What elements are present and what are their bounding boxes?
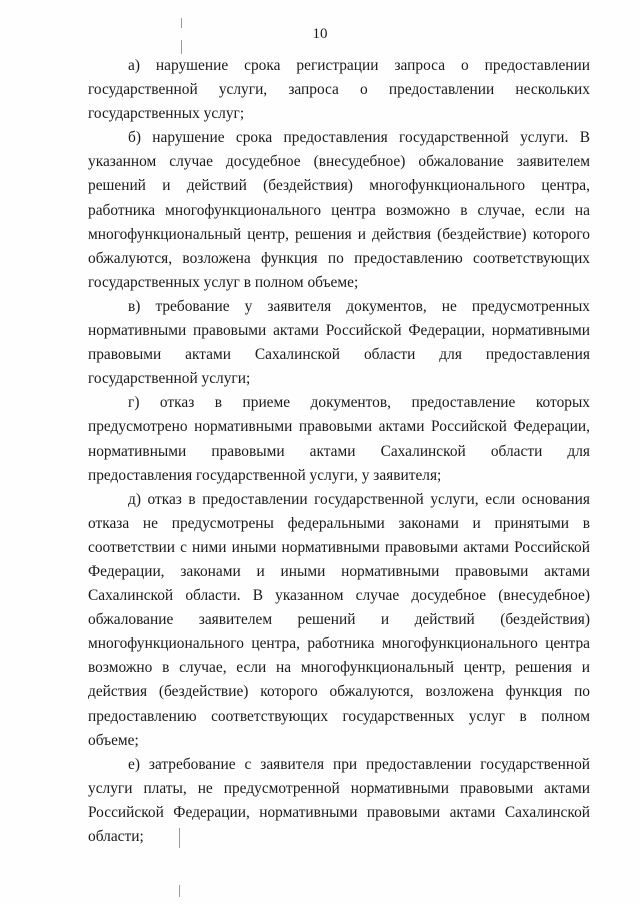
- page-number: 10: [312, 26, 328, 42]
- scan-artifact-line: [179, 885, 180, 897]
- paragraph-a: а) нарушение срока регистрации запроса о предоставлении государственной услуги, запроса о предоставлении нескольких государственных услуг;: [88, 57, 590, 123]
- paragraph-d: д) отказ в предоставлении государственной услуги, если основания отказа не предусмотрены федеральными законами и принятыми в соответствии с ними иными нормативными правовыми актами Российской Федерации, законами и иными нормативными правовыми актами Сахалинской области. В указанном случае досудебное (внесудебное) обжалование заявителем решений и действий (бездействия) многофункционального центра, работника многофункционального центра возможно в случае, если на многофункциональный центр, решения и действия (бездействие) которого обжалуются, возложена функция по предоставлению соответствующих государственных услуг в полном объеме;: [88, 490, 590, 749]
- scan-artifact-line: [181, 18, 182, 28]
- paragraph-v: в) требование у заявителя документов, не предусмотренных нормативными правовыми актами Российской Федерации, нормативными правовыми актами Сахалинской области для предоставления государственной услуги;: [88, 297, 590, 388]
- paragraph-b: б) нарушение срока предоставления государственной услуги. В указанном случае досудебное (внесудебное) обжалование заявителем решений и действий (бездействия) многофункционального центра, работника многофункционального центра возможно в случае, если на многофункциональный центр, решения и действия (бездействие) которого обжалуются, возложена функция по предоставлению соответствующих государственных услуг в полном объеме;: [88, 129, 590, 291]
- paragraph-g: г) отказ в приеме документов, предоставление которых предусмотрено нормативными правовыми актами Российской Федерации, нормативными правовыми актами Сахалинской области для предоставления государственной услуги, у заявителя;: [88, 394, 590, 484]
- document-body: [88, 54, 590, 849]
- scan-artifact-line: [181, 40, 182, 54]
- paragraph-e: е) затребование с заявителя при предоставлении государственной услуги платы, не предусмотренной нормативными правовыми актами Российской Федерации, нормативными правовыми актами Сахалинской области;: [88, 755, 590, 845]
